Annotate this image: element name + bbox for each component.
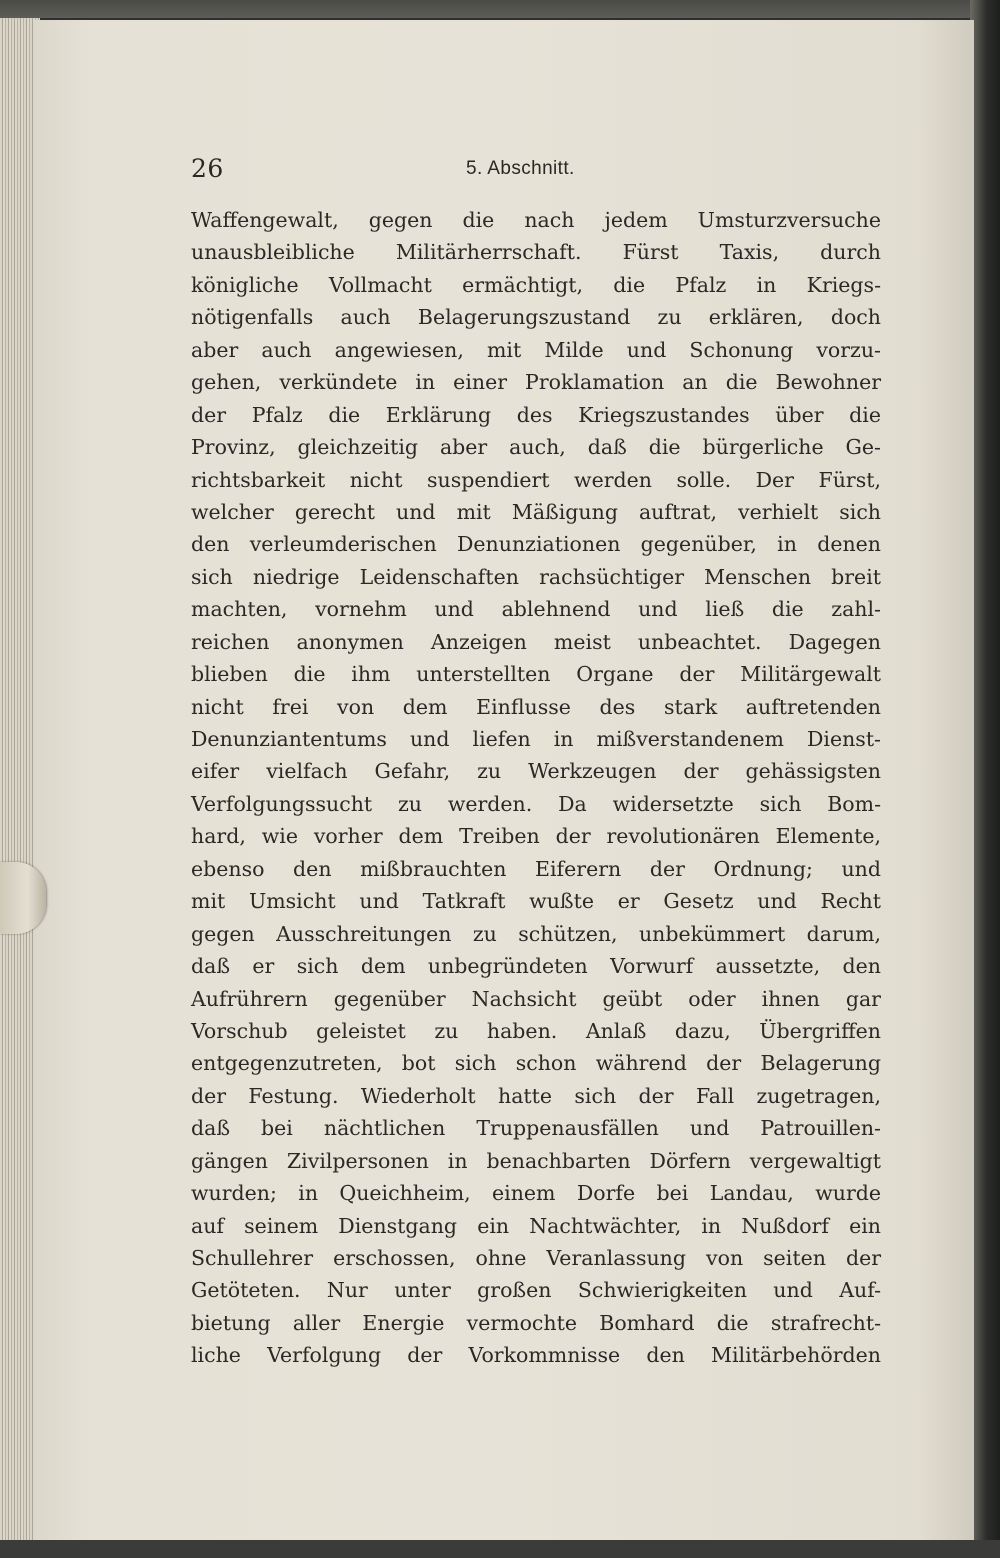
text-line: Verfolgungssucht zu werden. Da widersetzte sich Bom-	[191, 791, 881, 816]
text-line: Provinz, gleichzeitig aber auch, daß die bürgerliche Ge-	[191, 435, 881, 460]
text-line: reichen anonymen Anzeigen meist unbeachtet. Dagegen	[191, 629, 881, 654]
text-line: der Festung. Wiederholt hatte sich der Fall zugetragen,	[191, 1083, 881, 1108]
text-line: gängen Zivilpersonen in benachbarten Dörfern vergewaltigt	[191, 1148, 881, 1173]
text-line: liche Verfolgung der Vorkommnisse den Militärbehörden	[191, 1343, 881, 1368]
book-spine-shadow	[970, 0, 1000, 1558]
text-line: sich niedrige Leidenschaften rachsüchtiger Menschen breit	[191, 564, 881, 589]
text-line: nicht frei von dem Einflusse des stark auftretenden	[191, 694, 881, 719]
text-line: Schullehrer erschossen, ohne Veranlassung von seiten der	[191, 1246, 881, 1270]
scan-top-edge	[0, 0, 1000, 18]
text-line: Denunziantentums und liefen in mißverstandenem Dienst-	[191, 727, 881, 751]
body-text	[191, 204, 881, 1372]
text-line: auf seinem Dienstgang ein Nachtwächter, in Nußdorf ein	[191, 1213, 881, 1238]
text-line: den verleumderischen Denunziationen gegenüber, in denen	[191, 532, 881, 557]
text-line: eifer vielfach Gefahr, zu Werkzeugen der gehässigsten	[191, 759, 881, 784]
text-line: nötigenfalls auch Belagerungszustand zu erklären, doch	[191, 305, 881, 330]
text-line: aber auch angewiesen, mit Milde und Schonung vorzu-	[191, 337, 881, 362]
text-line: Vorschub geleistet zu haben. Anlaß dazu, Übergriffen	[191, 1018, 881, 1043]
text-line: wurden; in Queichheim, einem Dorfe bei Landau, wurde	[191, 1181, 881, 1206]
text-line: gegen Ausschreitungen zu schützen, unbekümmert darum,	[191, 921, 881, 946]
text-line: welcher gerecht und mit Mäßigung auftrat, verhielt sich	[191, 499, 881, 524]
text-line: der Pfalz die Erklärung des Kriegszustandes über die	[191, 402, 881, 427]
text-line: königliche Vollmacht ermächtigt, die Pfalz in Kriegs-	[191, 272, 881, 297]
text-line: richtsbarkeit nicht suspendiert werden solle. Der Fürst,	[191, 467, 881, 492]
text-line: bietung aller Energie vermochte Bomhard die strafrecht-	[191, 1310, 881, 1335]
scan-bottom-edge	[0, 1540, 1000, 1558]
section-title: 5. Abschnitt.	[466, 158, 575, 179]
text-line: unausbleibliche Militärherrschaft. Fürst Taxis, durch	[191, 240, 881, 265]
text-line: machten, vornehm und ablehnend und ließ die zahl-	[191, 597, 881, 622]
text-line: Aufrührern gegenüber Nachsicht geübt oder ihnen gar	[191, 986, 881, 1011]
text-line: entgegenzutreten, bot sich schon während der Belagerung	[191, 1051, 881, 1076]
page-number: 26	[191, 154, 224, 183]
text-line: mit Umsicht und Tatkraft wußte er Gesetz und Recht	[191, 889, 881, 914]
text-line: gehen, verkündete in einer Proklamation an die Bewohner	[191, 370, 881, 395]
text-line: Getöteten. Nur unter großen Schwierigkeiten und Auf-	[191, 1278, 881, 1303]
text-line: hard, wie vorher dem Treiben der revolutionären Elemente,	[191, 824, 881, 849]
text-line: daß bei nächtlichen Truppenausfällen und Patrouillen-	[191, 1116, 881, 1141]
text-line: Waffengewalt, gegen die nach jedem Umsturzversuche	[191, 208, 881, 232]
text-line: blieben die ihm unterstellten Organe der Militärgewalt	[191, 662, 881, 687]
running-header	[191, 150, 881, 190]
text-line: ebenso den mißbrauchten Eiferern der Ordnung; und	[191, 856, 881, 881]
text-line: daß er sich dem unbegründeten Vorwurf aussetzte, den	[191, 954, 881, 979]
